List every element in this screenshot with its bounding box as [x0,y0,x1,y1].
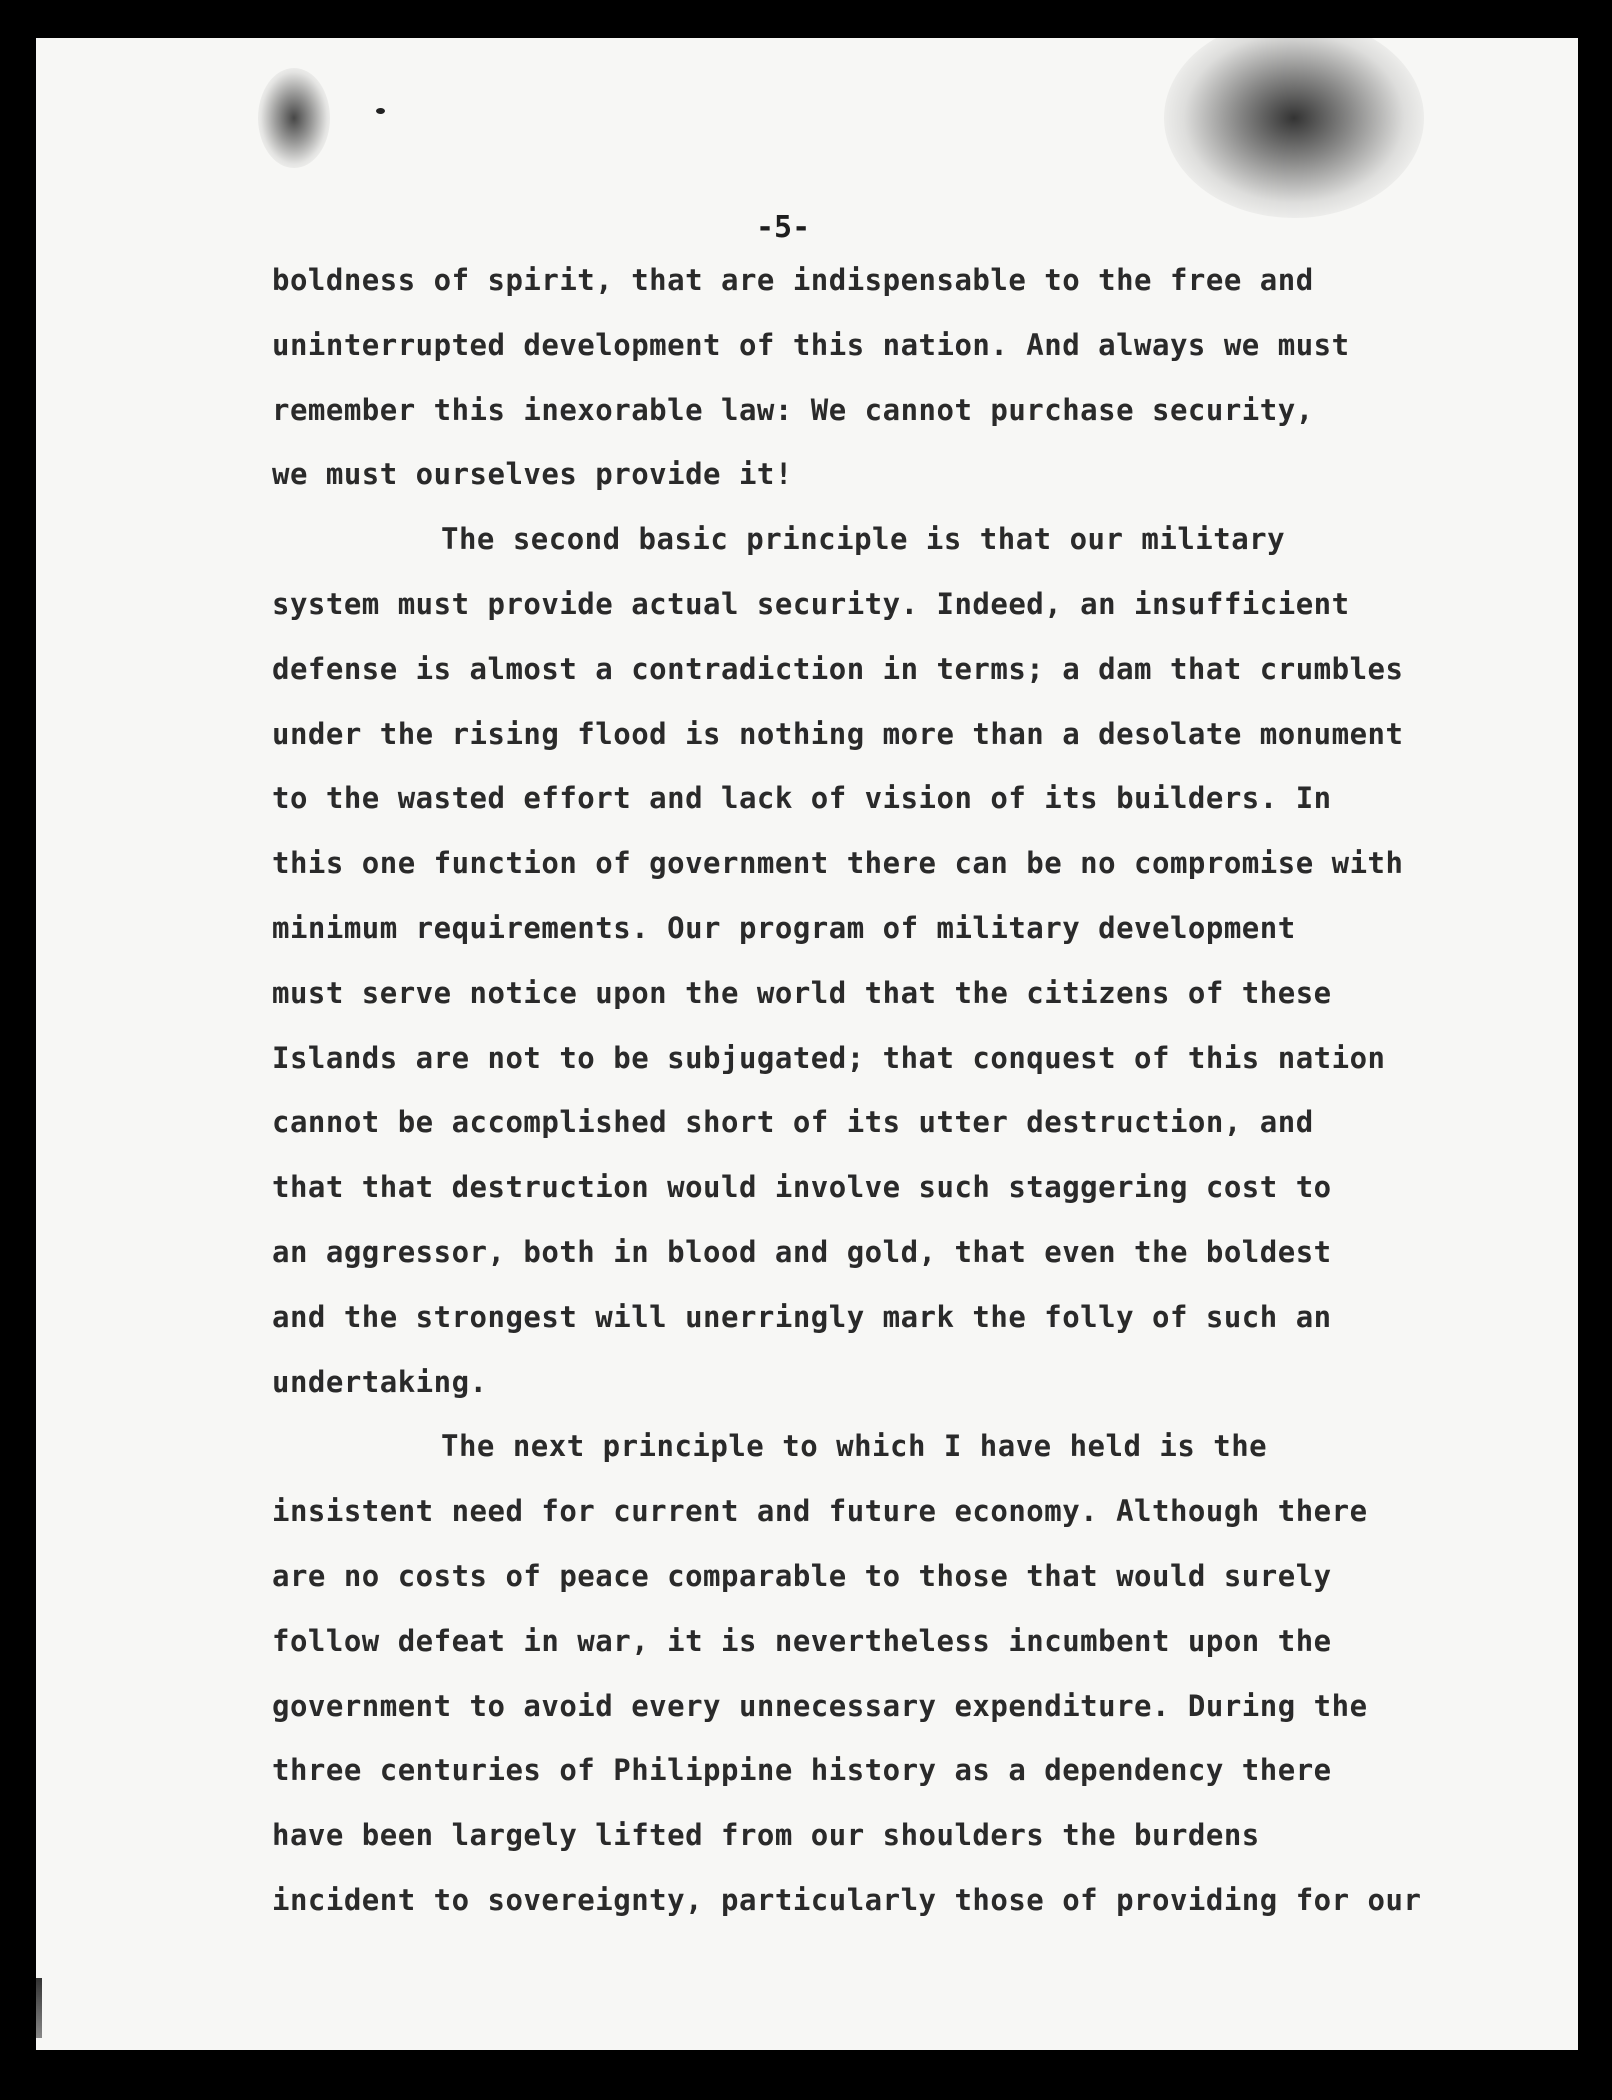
text-line: to the wasted effort and lack of vision of its builders. In [272,781,1332,816]
text-line: system must provide actual security. Indeed, an insufficient [272,586,1350,621]
page-number: -5- [756,210,811,245]
text-line: The next principle to which I have held is the [441,1429,1268,1464]
ink-dot [376,108,385,114]
text-line: and the strongest will unerringly mark the folly of such an [272,1299,1332,1334]
ink-smudge-left [258,68,330,168]
text-line: incident to sovereignty, particularly those of providing for our [272,1882,1422,1917]
text-line: The second basic principle is that our military [441,522,1286,557]
document-page [36,38,1578,2050]
ink-smudge-right [1164,38,1424,218]
text-line: this one function of government there can be no compromise with [272,846,1404,881]
text-line: under the rising flood is nothing more than a desolate monument [272,716,1404,751]
text-line: three centuries of Philippine history as a dependency there [272,1753,1332,1788]
text-line: that that destruction would involve such staggering cost to [272,1170,1332,1205]
text-line: follow defeat in war, it is nevertheless incumbent upon the [272,1623,1332,1658]
typed-body-text [272,248,1512,1933]
text-line: cannot be accomplished short of its utter destruction, and [272,1105,1314,1140]
text-line: undertaking. [272,1364,488,1399]
text-line: have been largely lifted from our shoulders the burdens [272,1818,1260,1853]
text-line: an aggressor, both in blood and gold, that even the boldest [272,1234,1332,1269]
text-line: are no costs of peace comparable to those that would surely [272,1558,1332,1593]
text-line: we must ourselves provide it! [272,457,793,492]
text-line: government to avoid every unnecessary expenditure. During the [272,1688,1368,1723]
text-line: defense is almost a contradiction in terms; a dam that crumbles [272,651,1404,686]
scan-edge-mark [36,1978,42,2038]
text-line: Islands are not to be subjugated; that conquest of this nation [272,1040,1386,1075]
text-line: minimum requirements. Our program of military development [272,910,1296,945]
text-line: boldness of spirit, that are indispensable to the free and [272,263,1314,297]
text-line: uninterrupted development of this nation. And always we must [272,327,1350,362]
text-line: insistent need for current and future economy. Although there [272,1494,1368,1529]
text-line: must serve notice upon the world that the citizens of these [272,975,1332,1010]
text-line: remember this inexorable law: We cannot purchase security, [272,392,1314,427]
